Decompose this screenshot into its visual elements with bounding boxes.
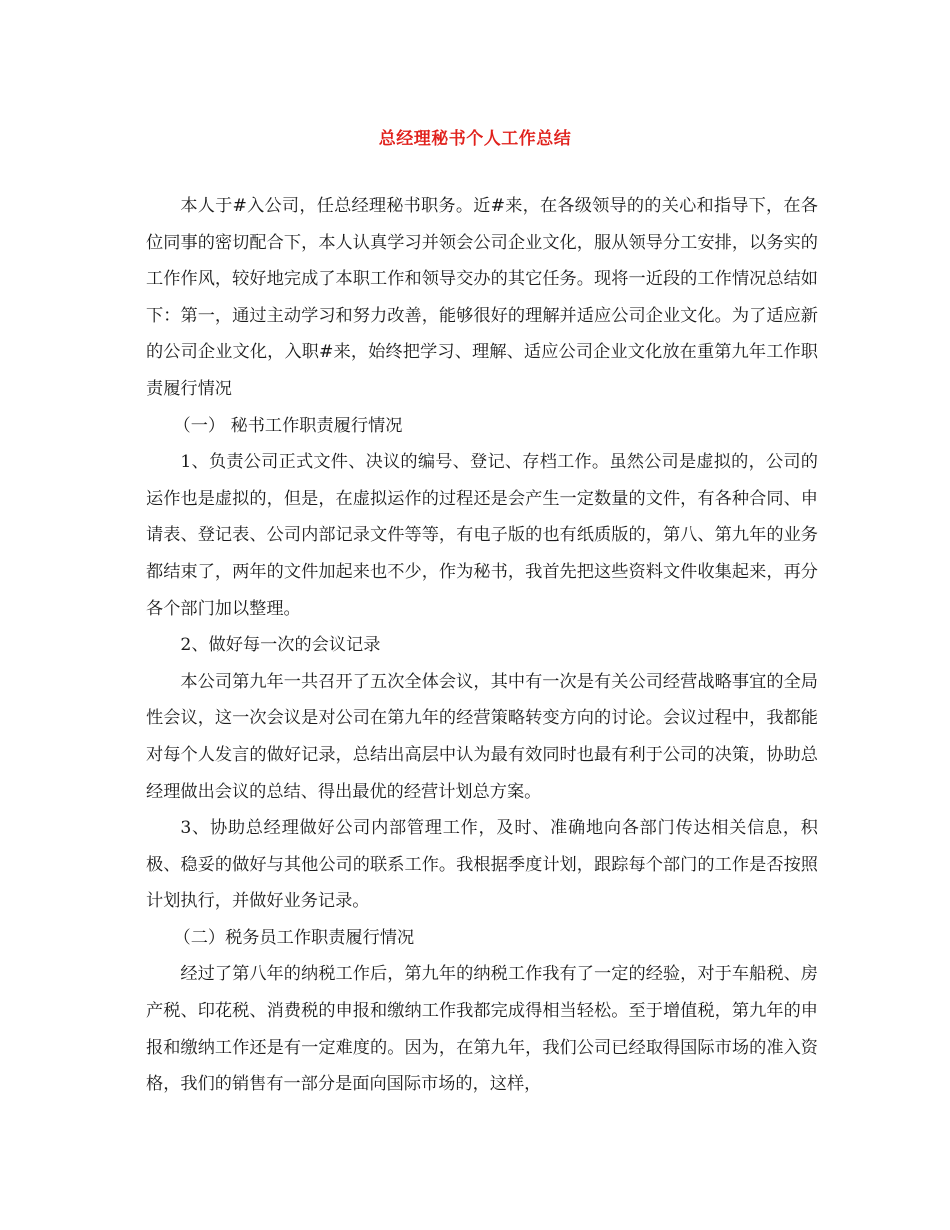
paragraph-intro: 本人于#入公司，任总经理秘书职务。近#来，在各级领导的的关心和指导下，在各位同事的密切配合下，本人认真学习并领会公司企业文化，服从领导分工安排，以务实的工作作风，较好地完成了本职工作和领导交办的其它任务。现将一近段的工作情况总结如下：第一，通过主动学习和努力改善，能够很好的理解并适应公司企业文化。为了适应新的公司企业文化，入职#来，始终把学习、理解、适应公司企业文化放在重第九年工作职责履行情况 (146, 196, 818, 399)
document-body (146, 188, 818, 1103)
document-title: 总经理秘书个人工作总结 (378, 129, 572, 149)
item-heading-meetings: 2、做好每一次的会议记录 (180, 635, 381, 656)
section-heading-tax: （二）税务员工作职责履行情况 (173, 927, 415, 948)
paragraph-documents: 1、负责公司正式文件、决议的编号、登记、存档工作。虽然公司是虚拟的，公司的运作也是虚拟的，但是，在虚拟运作的过程还是会产生一定数量的文件，有各种合同、申请表、登记表、公司内部记录文件等等，有电子版的也有纸质版的，第八、第九年的业务都结束了，两年的文件加起来也不少，作为秘书，我首先把这些资料文件收集起来，再分各个部门加以整理。 (146, 452, 818, 619)
paragraph-meetings: 本公司第九年一共召开了五次全体会议，其中有一次是有关公司经营战略事宜的全局性会议，这一次会议是对公司在第九年的经营策略转变方向的讨论。会议过程中，我都能对每个人发言的做好记录，总结出高层中认为最有效同时也最有利于公司的决策，协助总经理做出会议的总结、得出最优的经营计划总方案。 (146, 671, 818, 802)
paragraph-management: 3、协助总经理做好公司内部管理工作，及时、准确地向各部门传达相关信息，积极、稳妥的做好与其他公司的联系工作。我根据季度计划，跟踪每个部门的工作是否按照计划执行，并做好业务记录。 (146, 818, 818, 912)
paragraph-tax: 经过了第八年的纳税工作后，第九年的纳税工作我有了一定的经验，对于车船税、房产税、印花税、消费税的申报和缴纳工作我都完成得相当轻松。至于增值税，第九年的申报和缴纳工作还是有一定难度的。因为，在第九年，我们公司已经取得国际市场的准入资格，我们的销售有一部分是面向国际市场的，这样， (146, 964, 818, 1095)
section-heading-secretary: （一） 秘书工作职责履行情况 (173, 415, 403, 436)
